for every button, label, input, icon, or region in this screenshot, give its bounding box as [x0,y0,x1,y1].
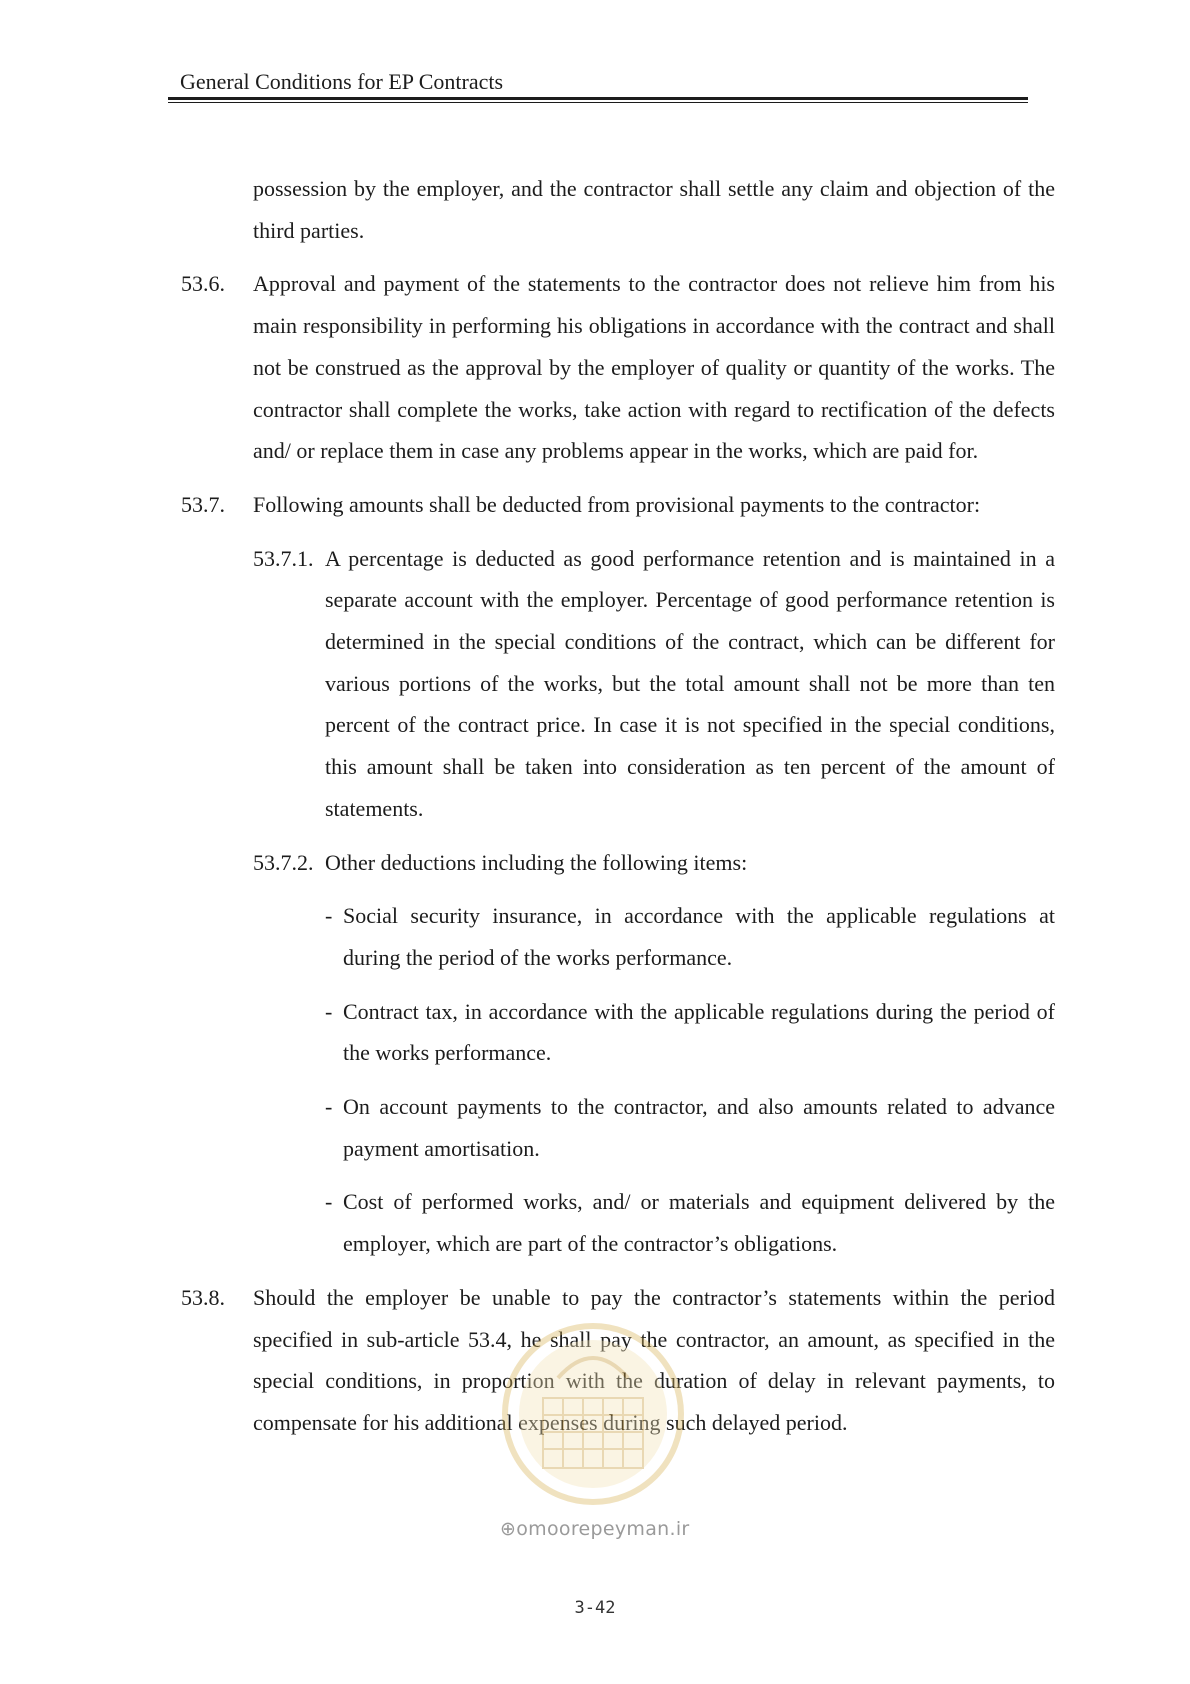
article-text: Should the employer be unable to pay the contractor’s statements within the period specified in sub-article 53.4, he shall pay the contractor, an amount, as specified in the special conditions, in proportion with the duration of delay in relevant payments, to compensate for his additional expenses during such delayed period. [253,1284,1055,1435]
article-text: Following amounts shall be deducted from provisional payments to the contractor: [253,491,981,517]
deduction-item-text: Contract tax, in accordance with the applicable regulations during the period of the works performance. [343,998,1055,1066]
page-number: 3-42 [574,1598,616,1618]
watermark-site-text: omoorepeyman.ir [516,1518,690,1540]
deduction-item [325,991,1055,1074]
bullet-dash: - [325,998,333,1024]
bullet-dash: - [325,903,333,929]
deduction-item-text: On account payments to the contractor, and also amounts related to advance payment amortisation. [343,1094,1055,1161]
deduction-item [325,895,1055,978]
subarticle-number: 53.7.1. [253,545,314,571]
globe-icon: ⊕ [500,1518,517,1540]
subarticle-text: Other deductions including the following items: [325,849,748,875]
article-53-6 [181,263,1055,472]
document-body [181,168,1055,1456]
watermark-website [500,1518,690,1540]
bullet-dash: - [325,1094,333,1120]
article-number: 53.7. [181,491,225,517]
document-title: General Conditions for EP Contracts [180,69,504,94]
deduction-item-text: Cost of performed works, and/ or materials and equipment delivered by the employer, which are part of the contractor’s obligations. [343,1189,1055,1257]
article-text: Approval and payment of the statements to the contractor does not relieve him from his main responsibility in performing his obligations in accordance with the contract and shall not be construed as the approval by the employer of quality or quantity of the works. The contractor shall complete the works, take action with regard to rectification of the defects and/ or replace them in case any problems appear in the works, which are paid for. [253,271,1055,464]
header-rule-thin [168,102,1028,103]
page-header [168,68,1028,96]
article-53-7 [181,484,1055,526]
bullet-dash: - [325,1189,333,1215]
article-number: 53.8. [181,1284,225,1310]
subarticle-number: 53.7.2. [253,849,314,875]
deduction-item-text: Social security insurance, in accordance with the applicable regulations at during the period of the works performance. [343,903,1055,970]
continuation-paragraph: possession by the employer, and the contractor shall settle any claim and objection of the third parties. [253,176,1055,243]
header-rule-thick [168,97,1028,100]
subarticle-53-7-1 [253,538,1055,830]
subarticle-53-7-2 [253,842,1055,884]
subarticle-text: A percentage is deducted as good performance retention and is maintained in a separate account with the employer. Percentage of good performance retention is determined in the special conditions of the contract, which can be different for various portions of the works, but the total amount shall not be more than ten percent of the contract price. In case it is not specified in the special conditions, this amount shall be taken into consideration as ten percent of the amount of statements. [325,545,1055,821]
deduction-item [325,1181,1055,1264]
article-53-8 [181,1277,1055,1444]
article-number: 53.6. [181,271,225,297]
deduction-item [325,1086,1055,1169]
